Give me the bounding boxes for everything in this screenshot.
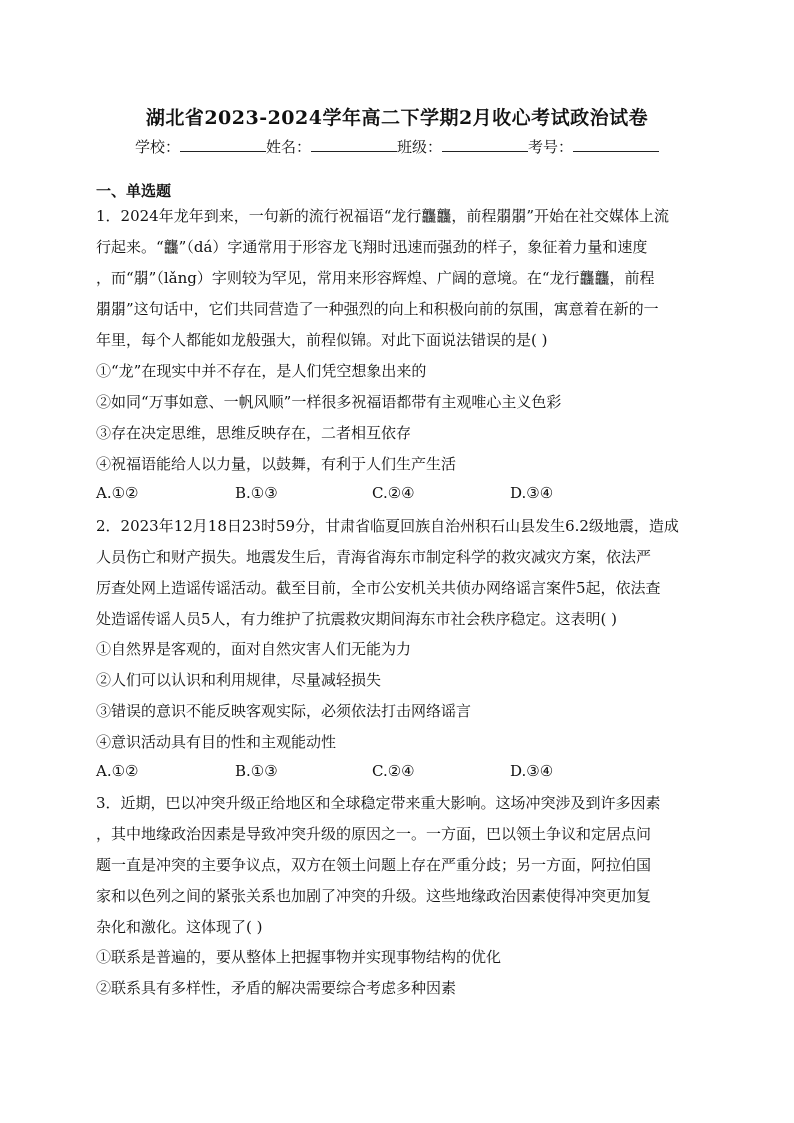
section-heading: 一、单选题 [96,182,172,200]
q2-stem-line: 人员伤亡和财产损失。地震发生后，青海省海东市制定科学的救灾减灾方案，依法严 [96,548,652,566]
q2-option-c[interactable]: C.②④ [372,762,415,780]
q3-stem-line: 杂化和激化。这体现了( ) [96,918,263,936]
q3-stem-line: 家和以色列之间的紧张关系也加剧了冲突的升级。这些地缘政治因素使得冲突更加复 [96,887,652,905]
q1-stem-line: 1．2024年龙年到来，一句新的流行祝福语“龙行龘龘，前程朤朤”开始在社交媒体上流 [96,207,670,225]
q2-option-b[interactable]: B.①③ [235,762,278,780]
q3-item: ①联系是普遍的，要从整体上把握事物并实现事物结构的优化 [96,948,502,966]
q2-item: ①自然界是客观的，面对自然灾害人们无能为力 [96,640,412,658]
q1-item: ①“龙”在现实中并不存在，是人们凭空想象出来的 [96,362,427,380]
q1-option-d[interactable]: D.③④ [510,484,554,502]
class-blank[interactable] [442,137,528,152]
number-label: 考号： [528,138,574,156]
q1-stem-line: ，而“朤”（lǎng）字则较为罕见，常用来形容辉煌、广阔的意境。在“龙行龘龘，前程 [96,269,655,287]
number-blank[interactable] [573,137,659,152]
q3-stem-line: 3．近期，巴以冲突升级正给地区和全球稳定带来重大影响。这场冲突涉及到许多因素 [96,794,661,812]
name-label: 姓名： [265,138,311,156]
q3-stem-line: 题一直是冲突的主要争议点，双方在领土问题上存在严重分歧；另一方面，阿拉伯国 [96,856,652,874]
q2-option-a[interactable]: A.①② [96,762,139,780]
class-label: 班级： [397,138,443,156]
q1-stem-line: 年里，每个人都能如龙般强大，前程似锦。对此下面说法错误的是( ) [96,331,548,349]
q3-item: ②联系具有多样性，矛盾的解决需要综合考虑多种因素 [96,979,457,997]
q3-stem-line: ，其中地缘政治因素是导致冲突升级的原因之一。一方面，巴以领土争议和定居点问 [96,825,652,843]
q2-option-d[interactable]: D.③④ [510,762,554,780]
q2-item: ②人们可以认识和利用规律，尽量减轻损失 [96,671,382,689]
q2-stem-line: 处造谣传谣人员5人，有力维护了抗震救灾期间海东市社会秩序稳定。这表明( ) [96,610,618,628]
q2-item: ④意识活动具有目的性和主观能动性 [96,733,337,751]
q2-stem-line: 2．2023年12月18日23时59分，甘肃省临夏回族自治州积石山县发生6.2级地震，造成 [96,517,679,535]
student-info-row [0,136,794,157]
q1-option-c[interactable]: C.②④ [372,484,415,502]
q1-stem-line: 朤朤”这句话中，它们共同营造了一种强烈的向上和积极向前的氛围，寓意着在新的一 [96,300,659,318]
q1-item: ③存在决定思维，思维反映存在，二者相互依存 [96,424,412,442]
school-label: 学校： [134,138,180,156]
q1-item: ②如同“万事如意、一帆风顺”一样很多祝福语都带有主观唯心主义色彩 [96,393,562,411]
page-title: 湖北省2023-2024学年高二下学期2月收心考试政治试卷 [145,107,649,129]
name-blank[interactable] [311,137,397,152]
q2-item: ③错误的意识不能反映客观实际，必须依法打击网络谣言 [96,702,472,720]
school-blank[interactable] [180,137,266,152]
q1-option-a[interactable]: A.①② [96,484,139,502]
q1-item: ④祝福语能给人以力量，以鼓舞，有利于人们生产生活 [96,455,457,473]
q1-stem-line: 行起来。“龘”（dá）字通常用于形容龙飞翔时迅速而强劲的样子，象征着力量和速度 [96,238,648,256]
q1-option-b[interactable]: B.①③ [235,484,278,502]
q2-stem-line: 厉查处网上造谣传谣活动。截至目前，全市公安机关共侦办网络谣言案件5起，依法查 [96,579,661,597]
